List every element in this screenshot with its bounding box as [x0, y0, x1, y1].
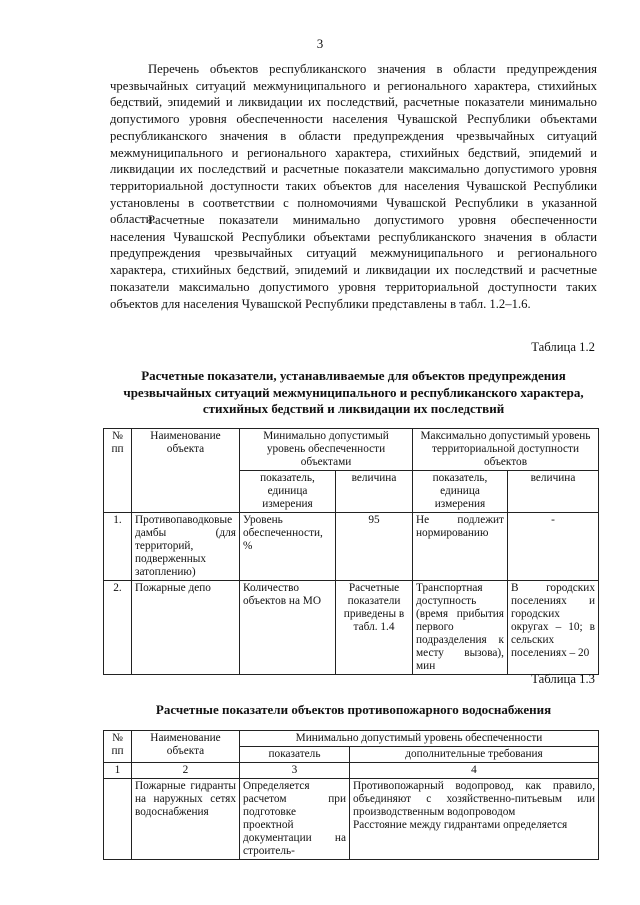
table-row: [104, 779, 599, 860]
header-num: № пп: [104, 429, 132, 513]
row2-num: 2.: [104, 581, 132, 675]
row1-min-value: 95: [336, 513, 413, 581]
header-min: Минимально допустимый уровень обеспеченности: [240, 731, 599, 747]
table-row: [104, 763, 599, 779]
row1-name: Противопаводковые дамбы (для территорий, подверженных затоплению): [132, 513, 240, 581]
col-number-4: 4: [350, 763, 599, 779]
intro-paragraph-2: Расчетные показатели минимально допустимого уровня обеспеченности населения Чувашской Республики объектами республиканского значения в области предупреждения чрезвычайных ситуаций межмуниципального и регионального характера, стихийных бедствий, эпидемий и ликвидации их последствий и расчетные показатели максимально допустимого уровня территориальной доступности таких объектов для населения Чувашской Республики представлены в табл. 1.2–1.6.: [110, 213, 597, 311]
row1-min-indicator: Уровень обеспеченности, %: [240, 513, 336, 581]
header-name: Наименование объекта: [132, 731, 240, 763]
header-name: Наименование объекта: [132, 429, 240, 513]
header-max-value: величина: [508, 471, 599, 513]
row2-name: Пожарные депо: [132, 581, 240, 675]
row2-min-value: Расчетные показатели приведены в табл. 1.4: [336, 581, 413, 675]
row1-max-value: -: [508, 513, 599, 581]
header-indicator: показатель: [240, 747, 350, 763]
row2-min-indicator: Количество объектов на МО: [240, 581, 336, 675]
row1-indicator: Определяется расчетом при подготовке проектной документации на строитель-: [240, 779, 350, 860]
row2-max-value: В городских поселениях и городских округах – 10; в сельских поселениях – 20: [508, 581, 599, 675]
col-number-3: 3: [240, 763, 350, 779]
row1-extra-line-1: Противопожарный водопровод, как правило, объединяют с хозяйственно-питьевым или производственным водопроводом: [353, 780, 596, 818]
table-1-2-label: Таблица 1.2: [531, 340, 595, 354]
header-extra: дополнительные требования: [350, 747, 599, 763]
table-row: [104, 429, 599, 471]
table-row: [104, 513, 599, 581]
header-min-value: величина: [336, 471, 413, 513]
header-max: Максимально допустимый уровень территориальной доступности объектов: [413, 429, 599, 471]
header-max-indicator: показатель, единица измерения: [413, 471, 508, 513]
header-num: № пп: [104, 731, 132, 763]
col-number-2: 2: [132, 763, 240, 779]
table-1-3: [103, 730, 599, 860]
row1-extra-line-2: Расстояние между гидрантами определяется: [353, 819, 568, 831]
table-row: [104, 581, 599, 675]
col-number-1: 1: [104, 763, 132, 779]
intro-paragraph-1: Перечень объектов республиканского значения в области предупреждения чрезвычайных ситуаций межмуниципального и регионального характера, стихийных бедствий, эпидемий и ликвидации их последствий, расчетные показатели минимально допустимого уровня обеспеченности населения Чувашской Республики объектами республиканского значения в области предупреждения чрезвычайных ситуаций межмуниципального и регионального характера, стихийных бедствий, эпидемий и ликвидации их последствий и расчетные показатели максимально допустимого уровня территориальной доступности таких объектов для населения Чувашской Республики установлены в соответствии с полномочиями Чувашской Республики в указанной области.: [110, 62, 597, 227]
table-1-3-title: Расчетные показатели объектов противопожарного водоснабжения: [155, 702, 552, 717]
table-1-2: [103, 428, 599, 675]
header-min: Минимально допустимый уровень обеспеченности объектами: [240, 429, 413, 471]
row2-max-indicator: Транспортная доступность (время прибытия первого подразделения к месту вызова), мин: [413, 581, 508, 675]
row1-num: [104, 779, 132, 860]
row1-name: Пожарные гидранты на наружных сетях водоснабжения: [132, 779, 240, 860]
page-number: 3: [316, 36, 324, 51]
row1-num: 1.: [104, 513, 132, 581]
table-1-3-label: Таблица 1.3: [531, 672, 595, 686]
table-1-2-title: Расчетные показатели, устанавливаемые для объектов предупреждения чрезвычайных ситуаций межмуниципального и республиканского характера, стихийных бедствий и ликвидации их последствий: [123, 368, 584, 416]
header-min-indicator: показатель, единица измерения: [240, 471, 336, 513]
row1-extra: [350, 779, 599, 860]
row1-max-indicator: Не подлежит нормированию: [413, 513, 508, 581]
table-row: [104, 731, 599, 747]
